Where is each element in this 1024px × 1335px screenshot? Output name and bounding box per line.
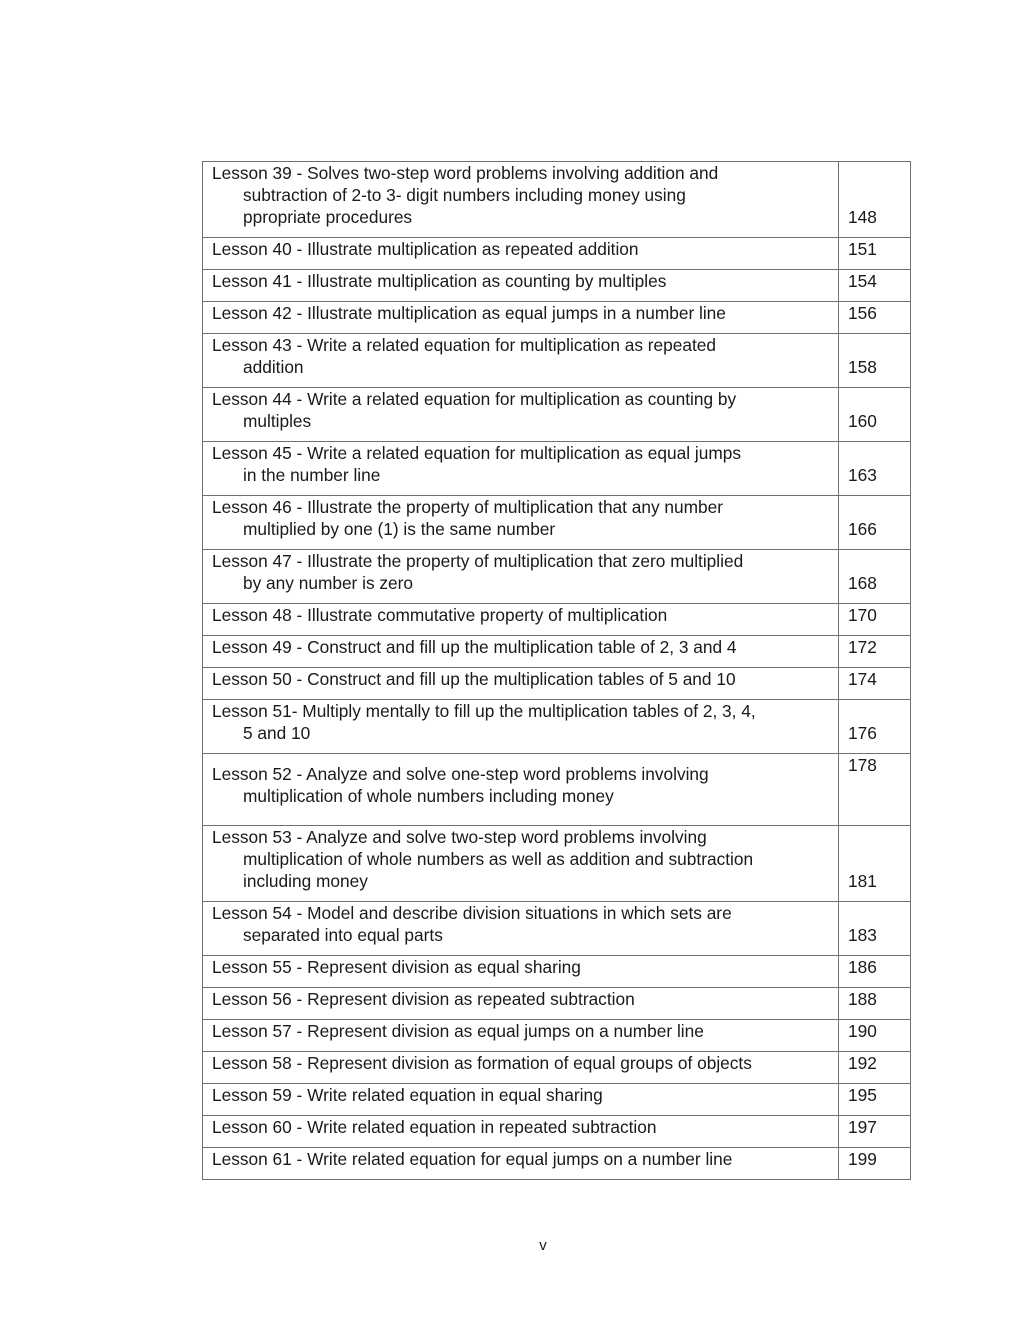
toc-title-line: Lesson 53 - Analyze and solve two-step word problems involving <box>212 827 707 847</box>
toc-title-continuation: separated into equal parts <box>243 925 443 945</box>
toc-page-number: 181 <box>839 826 911 902</box>
toc-page-number: 148 <box>839 162 911 238</box>
toc-body <box>203 162 911 1180</box>
toc-title-line: Lesson 46 - Illustrate the property of multiplication that any number <box>212 497 724 517</box>
toc-row <box>203 1020 911 1052</box>
toc-title-continuation: ppropriate procedures <box>243 207 413 227</box>
toc-title-continuation: 5 and 10 <box>243 723 311 743</box>
toc-title-line: Lesson 39 - Solves two-step word problems involving addition and <box>212 163 719 183</box>
toc-title-line: Lesson 42 - Illustrate multiplication as equal jumps in a number line <box>212 303 726 323</box>
toc-row <box>203 826 911 902</box>
toc-page-number: 172 <box>839 636 911 668</box>
toc-lesson-title <box>203 388 839 442</box>
toc-title-line: Lesson 50 - Construct and fill up the multiplication tables of 5 and 10 <box>212 669 736 689</box>
toc-lesson-title <box>203 1084 839 1116</box>
toc-title-line: Lesson 51- Multiply mentally to fill up the multiplication tables of 2, 3, 4, <box>212 701 756 721</box>
toc-title-line: Lesson 56 - Represent division as repeated subtraction <box>212 989 635 1009</box>
toc-row <box>203 162 911 238</box>
toc-lesson-title <box>203 302 839 334</box>
toc-title-line: Lesson 47 - Illustrate the property of multiplication that zero multiplied <box>212 551 744 571</box>
toc-row <box>203 388 911 442</box>
toc-row <box>203 302 911 334</box>
toc-lesson-title <box>203 826 839 902</box>
toc-title-line: Lesson 57 - Represent division as equal jumps on a number line <box>212 1021 704 1041</box>
toc-title-line: Lesson 59 - Write related equation in equal sharing <box>212 1085 603 1105</box>
toc-row <box>203 496 911 550</box>
toc-row <box>203 604 911 636</box>
toc-lesson-title <box>203 604 839 636</box>
toc-title-line: Lesson 55 - Represent division as equal sharing <box>212 957 581 977</box>
toc-page-number: 154 <box>839 270 911 302</box>
toc-page-number: 190 <box>839 1020 911 1052</box>
toc-row <box>203 636 911 668</box>
toc-title-continuation: by any number is zero <box>243 573 414 593</box>
toc-page-number: 183 <box>839 902 911 956</box>
toc-title-continuation: multiplication of whole numbers including money <box>243 786 614 806</box>
toc-title-line: Lesson 48 - Illustrate commutative property of multiplication <box>212 605 668 625</box>
toc-title-line: Lesson 40 - Illustrate multiplication as repeated addition <box>212 239 639 259</box>
toc-page-number: 156 <box>839 302 911 334</box>
toc-title-continuation: subtraction of 2-to 3- digit numbers including money using <box>243 185 686 205</box>
toc-page-number: 166 <box>839 496 911 550</box>
page-number: v <box>539 1237 547 1254</box>
toc-title-continuation: in the number line <box>243 465 381 485</box>
toc-row <box>203 1148 911 1180</box>
toc-page-number: 174 <box>839 668 911 700</box>
toc-page-number: 195 <box>839 1084 911 1116</box>
toc-lesson-title <box>203 1116 839 1148</box>
toc-page-number: 197 <box>839 1116 911 1148</box>
toc-title-continuation: including money <box>243 871 368 891</box>
toc-lesson-title <box>203 550 839 604</box>
toc-page-number: 163 <box>839 442 911 496</box>
toc-row <box>203 1084 911 1116</box>
toc-page-number: 178 <box>839 754 911 826</box>
toc-title-line: Lesson 49 - Construct and fill up the multiplication table of 2, 3 and 4 <box>212 637 737 657</box>
toc-lesson-title <box>203 1148 839 1180</box>
toc-title-line: Lesson 58 - Represent division as formation of equal groups of objects <box>212 1053 752 1073</box>
toc-lesson-title <box>203 1020 839 1052</box>
toc-title-continuation: addition <box>243 357 304 377</box>
toc-title-continuation: multiples <box>243 411 312 431</box>
toc-lesson-title <box>203 902 839 956</box>
toc-title-line: Lesson 61 - Write related equation for equal jumps on a number line <box>212 1149 733 1169</box>
toc-lesson-title <box>203 238 839 270</box>
toc-lesson-title <box>203 270 839 302</box>
toc-page-number: 176 <box>839 700 911 754</box>
toc-lesson-title <box>203 334 839 388</box>
toc-page-number: 170 <box>839 604 911 636</box>
toc-row <box>203 668 911 700</box>
toc-title-continuation: multiplication of whole numbers as well as addition and subtraction <box>243 849 754 869</box>
toc-title-continuation: multiplied by one (1) is the same number <box>243 519 556 539</box>
toc-lesson-title <box>203 1052 839 1084</box>
toc-lesson-title <box>203 636 839 668</box>
toc-page-number: 151 <box>839 238 911 270</box>
toc-row <box>203 334 911 388</box>
toc-page-number: 192 <box>839 1052 911 1084</box>
toc-title-line: Lesson 52 - Analyze and solve one-step word problems involving <box>212 764 709 784</box>
toc-row <box>203 550 911 604</box>
toc-lesson-title <box>203 700 839 754</box>
toc-page-number: 168 <box>839 550 911 604</box>
toc-row <box>203 956 911 988</box>
toc-title-line: Lesson 41 - Illustrate multiplication as counting by multiples <box>212 271 667 291</box>
toc-page-number: 160 <box>839 388 911 442</box>
toc-title-line: Lesson 60 - Write related equation in repeated subtraction <box>212 1117 657 1137</box>
toc-page-number: 199 <box>839 1148 911 1180</box>
toc-row <box>203 1052 911 1084</box>
toc-lesson-title <box>203 956 839 988</box>
toc-lesson-title <box>203 988 839 1020</box>
toc-row <box>203 270 911 302</box>
toc-row <box>203 1116 911 1148</box>
toc-page-number: 188 <box>839 988 911 1020</box>
toc-page-number: 186 <box>839 956 911 988</box>
toc-row <box>203 238 911 270</box>
toc-lesson-title <box>203 668 839 700</box>
toc-row <box>203 754 911 826</box>
toc-row <box>203 700 911 754</box>
toc-lesson-title <box>203 754 839 826</box>
table-of-contents <box>202 161 911 1180</box>
toc-row <box>203 988 911 1020</box>
toc-title-line: Lesson 44 - Write a related equation for multiplication as counting by <box>212 389 737 409</box>
toc-row <box>203 902 911 956</box>
toc-lesson-title <box>203 162 839 238</box>
toc-title-line: Lesson 45 - Write a related equation for multiplication as equal jumps <box>212 443 741 463</box>
toc-row <box>203 442 911 496</box>
toc-title-line: Lesson 54 - Model and describe division situations in which sets are <box>212 903 732 923</box>
toc-lesson-title <box>203 442 839 496</box>
toc-lesson-title <box>203 496 839 550</box>
toc-title-line: Lesson 43 - Write a related equation for multiplication as repeated <box>212 335 717 355</box>
toc-page-number: 158 <box>839 334 911 388</box>
